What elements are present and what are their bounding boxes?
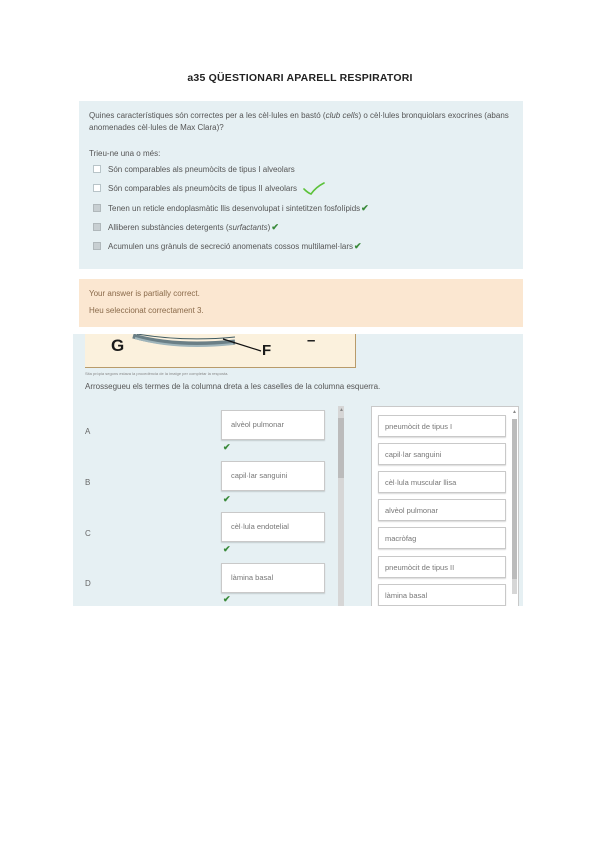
checkbox[interactable] [93, 242, 101, 250]
bank-scrollbar[interactable] [512, 419, 517, 594]
bank-item[interactable]: pneumòcit de tipus II [378, 556, 506, 578]
check-icon: ✔ [223, 544, 231, 554]
scroll-up-icon[interactable]: ▲ [339, 407, 344, 413]
check-icon: ✔ [271, 222, 279, 232]
drop-answer: cèl·lula endotelial [231, 522, 289, 531]
question-1-text: Quines característiques són correctes per a les cèl·lules en bastó (club cells) o cèl·lules bronquiolars exocrines (abans anomenades cèl·lules de Max Clara)? [89, 111, 509, 132]
checkbox[interactable] [93, 184, 101, 192]
correct-check-icon [302, 182, 326, 196]
checkbox[interactable] [93, 165, 101, 173]
rows-scrollbar[interactable] [338, 406, 344, 606]
option-1[interactable]: Són comparables als pneumòcits de tipus I alveolars [93, 164, 295, 176]
row-letter-c: C [85, 529, 91, 538]
drop-answer: alvèol pulmonar [231, 420, 284, 429]
checkbox[interactable] [93, 204, 101, 212]
bank-item[interactable]: alvèol pulmonar [378, 499, 506, 521]
image-credit: Sita pròpia segons estava la procedència de la imatge per completar la resposta. [85, 371, 229, 376]
bank-item[interactable]: capil·lar sanguini [378, 443, 506, 465]
answer-bank [371, 406, 519, 606]
option-4[interactable]: Alliberen substàncies detergents (surfactants)✔ [93, 221, 279, 233]
option-5[interactable]: Acumulen uns grànuls de secreció anomenats cossos multilamel·lars✔ [93, 240, 362, 252]
row-letter-a: A [85, 427, 91, 436]
option-2[interactable]: Són comparables als pneumòcits de tipus II alveolars [93, 182, 326, 194]
drop-box-b[interactable] [221, 461, 325, 491]
label-dash: – [307, 334, 316, 349]
feedback-status: Your answer is partially correct. [89, 289, 200, 298]
drop-box-c[interactable] [221, 512, 325, 542]
drag-instruction: Arrossegueu els termes de la columna dreta a les caselles de la columna esquerra. [85, 382, 381, 391]
label-f: F [262, 342, 272, 359]
bank-item[interactable]: pneumòcit de tipus I [378, 415, 506, 437]
drop-answer: capil·lar sanguini [231, 471, 288, 480]
row-letter-d: D [85, 579, 91, 588]
check-icon: ✔ [223, 442, 231, 452]
drop-box-d[interactable] [221, 563, 325, 593]
row-letter-b: B [85, 478, 91, 487]
feedback-score: Heu seleccionat correctament 3. [89, 306, 204, 315]
option-3[interactable]: Tenen un reticle endoplasmàtic llis desenvolupat i sintetitzen fosfolípids✔ [93, 202, 369, 214]
check-icon: ✔ [223, 494, 231, 504]
page-title: a35 QÜESTIONARI APARELL RESPIRATORI [187, 72, 413, 84]
feedback-panel [79, 279, 523, 327]
scroll-up-icon[interactable]: ▲ [512, 409, 517, 415]
choose-prompt: Trieu-ne una o més: [89, 149, 161, 158]
check-icon: ✔ [223, 594, 231, 604]
scrollbar-thumb[interactable] [338, 418, 344, 478]
check-icon: ✔ [354, 241, 362, 251]
bank-item[interactable]: làmina basal [378, 584, 506, 606]
label-g: G [111, 336, 125, 355]
check-icon: ✔ [361, 203, 369, 213]
checkbox[interactable] [93, 223, 101, 231]
bank-item[interactable]: cèl·lula muscular llisa [378, 471, 506, 493]
drop-answer: làmina basal [231, 573, 274, 582]
drop-box-a[interactable] [221, 410, 325, 440]
question-1-panel [79, 101, 523, 269]
question-2-panel [73, 334, 523, 606]
diagram-image [85, 334, 356, 368]
scrollbar-thumb[interactable] [512, 419, 517, 579]
bank-item[interactable]: macròfag [378, 527, 506, 549]
